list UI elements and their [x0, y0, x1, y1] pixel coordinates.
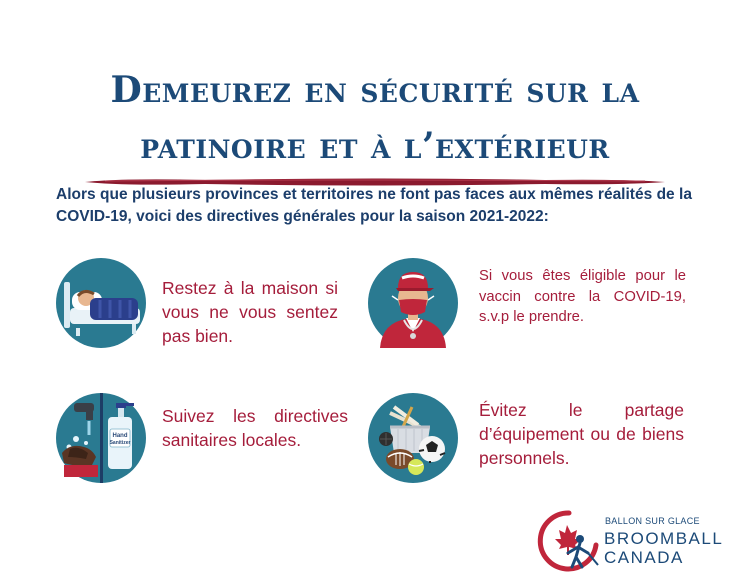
sports-equipment-icon — [368, 393, 458, 483]
page-title — [0, 62, 750, 174]
tip-stay-home-text: Restez à la maison si vous ne vous sentez pas bien. — [162, 278, 338, 346]
coach-with-mask-icon — [368, 258, 458, 348]
title-line-2: patinoire et à l’extérieur — [140, 125, 610, 167]
tip-no-sharing-text: Évitez le partage d’équipement ou de biens personnels. — [479, 400, 684, 468]
sanitizer-label-line-1: Hand — [112, 433, 128, 439]
sanitizer-label-line-2: Sanitizer — [109, 440, 131, 446]
intro-paragraph: Alors que plusieurs provinces et territoires ne font pas faces aux mêmes réalités de la COVID-19, voici des directives générales pour la saison 2021-2022: — [56, 186, 692, 225]
sick-person-in-bed-icon — [56, 258, 146, 348]
logo-text-broomball: BROOMBALL — [604, 529, 724, 548]
title-line-1: Demeurez en sécurité sur la — [110, 69, 640, 111]
logo-text-ballon-sur-glace: BALLON SUR GLACE — [605, 516, 700, 526]
logo-text-canada: CANADA — [604, 548, 684, 567]
hand-washing-sanitizer-icon — [56, 393, 146, 483]
tip-health-guidelines-text: Suivez les directives sanitaires locales. — [162, 406, 348, 450]
tip-vaccine-text: Si vous êtes éligible pour le vaccin contre la COVID-19, s.v.p le prendre. — [479, 268, 686, 325]
